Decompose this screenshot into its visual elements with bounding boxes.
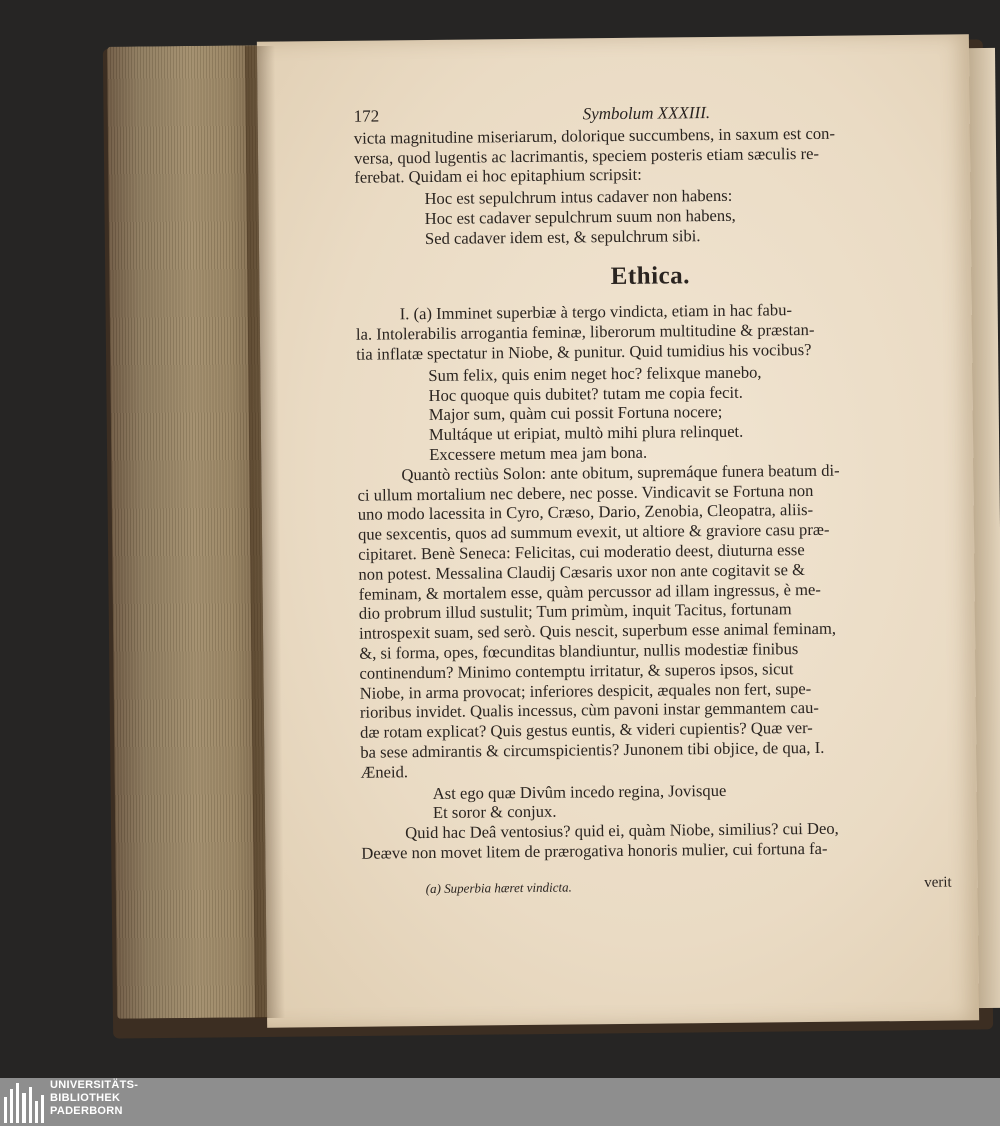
catchword: verit [924,874,952,891]
library-logo-icon [4,1081,44,1123]
library-name-line: PADERBORN [50,1105,123,1117]
page-text-block [354,101,952,900]
verse-line: Hoc est cadaver sepulchrum suum non habens, [424,205,736,228]
verse-line: Hoc quoque quis dubitet? tutam me copia fecit. [428,382,743,405]
juno-verses [361,778,951,824]
verse-line: Sed cadaver idem est, & sepulchrum sibi. [424,225,701,248]
text-line: &, si forma, opes, fœcunditas blandiuntur, nullis modestiæ finibus [359,639,799,663]
library-name-line: UNIVERSITÄTS- [50,1079,139,1091]
text-line: dio probrum illud sustulit; Tum primùm, inquit Tacitus, fortunam [358,599,792,624]
text-line: versa, quod lugentis ac lacrimantis, speciem posteris etiam sæculis re- [353,143,820,168]
verse-line: Multáque ut eripiat, multò mihi plura relinquet. [428,421,744,445]
text-line: dæ rotam explicat? Quis gestus euntis, & videri cupientis? Quæ ver- [359,718,813,742]
verse-line: Major sum, quàm cui possit Fortuna nocere; [428,402,723,425]
library-name [50,1079,138,1118]
ethica-paragraph-1 [356,299,947,365]
epitaph-verses [354,184,945,250]
library-banner [0,1078,1000,1126]
text-line: ba sese admirantis & circumspicientis? Junonem tibi objice, de qua, I. [360,737,825,762]
ethica-paragraph-3 [361,818,951,864]
footnote-line [362,873,952,899]
text-line: Niobe, in arma provocat; inferiores despicit, æquales non fert, supe- [359,678,812,703]
text-line: ferebat. Quidam ei hoc epitaphium scripsit: [354,165,642,188]
library-name-line: BIBLIOTHEK [50,1092,121,1104]
verse-line: Excessere metum mea jam bona. [429,442,648,464]
text-line: introspexit suam, sed serò. Quis nescit, superbum esse animal feminam, [358,618,837,643]
text-line: la. Intolerabilis arrogantia feminæ, liberorum multitudine & præstan- [355,320,815,344]
book-fore-edge [107,45,267,1019]
page-number: 172 [353,106,380,126]
text-line: I. (a) Imminet superbiæ à tergo vindicta, etiam in hac fabu- [399,300,793,324]
verse-line: Ast ego quæ Divûm incedo regina, Jovisque [432,780,727,803]
text-line: Deæve non movet litem de prærogativa honoris mulier, cui fortuna fa- [361,838,828,863]
text-line: Quantò rectiùs Solon: ante obitum, supremáque funera beatum di- [401,460,840,485]
text-line: Quid hac Deâ ventosius? quid ei, quàm Niobe, similius? cui Deo, [405,818,839,843]
verse-line: Hoc est sepulchrum intus cadaver non habens: [424,185,733,209]
running-title: Symbolum XXXIII. [582,103,711,124]
text-line: cipitaret. Benè Seneca: Felicitas, cui moderatio deest, diuturna esse [358,539,805,564]
footnote: (a) Superbia hæret vindicta. [425,879,572,896]
ethica-paragraph-2 [357,459,950,782]
text-line: que sexcentis, quos ad summum evexit, ut altiore & graviore casu præ- [357,519,830,544]
opening-paragraph [354,122,945,188]
niobe-verses [356,360,947,465]
text-line: feminam, & mortalem esse, quàm percussor ad illam ingressus, è me- [358,579,821,604]
text-line: non potest. Messalina Claudij Cæsaris uxor non ante cogitavit se & [358,559,806,584]
book-page [257,34,979,1027]
section-title: Ethica. [610,261,691,290]
text-line: victa magnitudine miseriarum, dolorique succumbens, in saxum est con- [353,123,836,148]
verse-line: Et soror & conjux. [432,801,557,823]
text-line: tia inflatæ spectatur in Niobe, & punitur. Quid tumidius his vocibus? [356,339,812,364]
text-line: ci ullum mortalium nec debere, nec posse. Vindicavit se Fortuna non [357,480,814,505]
text-line: Æneid. [360,761,409,782]
text-line: continendum? Minimo contemptu irritatur, & superos ipsos, sicut [359,658,794,683]
text-line: rioribus invidet. Qualis incessus, cùm pavoni instar gemmantem cau- [359,698,819,723]
verse-line: Sum felix, quis enim neget hoc? felixque manebo, [428,362,762,385]
text-line: uno modo lacessita in Cyro, Cræso, Dario, Zenobia, Cleopatra, aliis- [357,500,814,525]
